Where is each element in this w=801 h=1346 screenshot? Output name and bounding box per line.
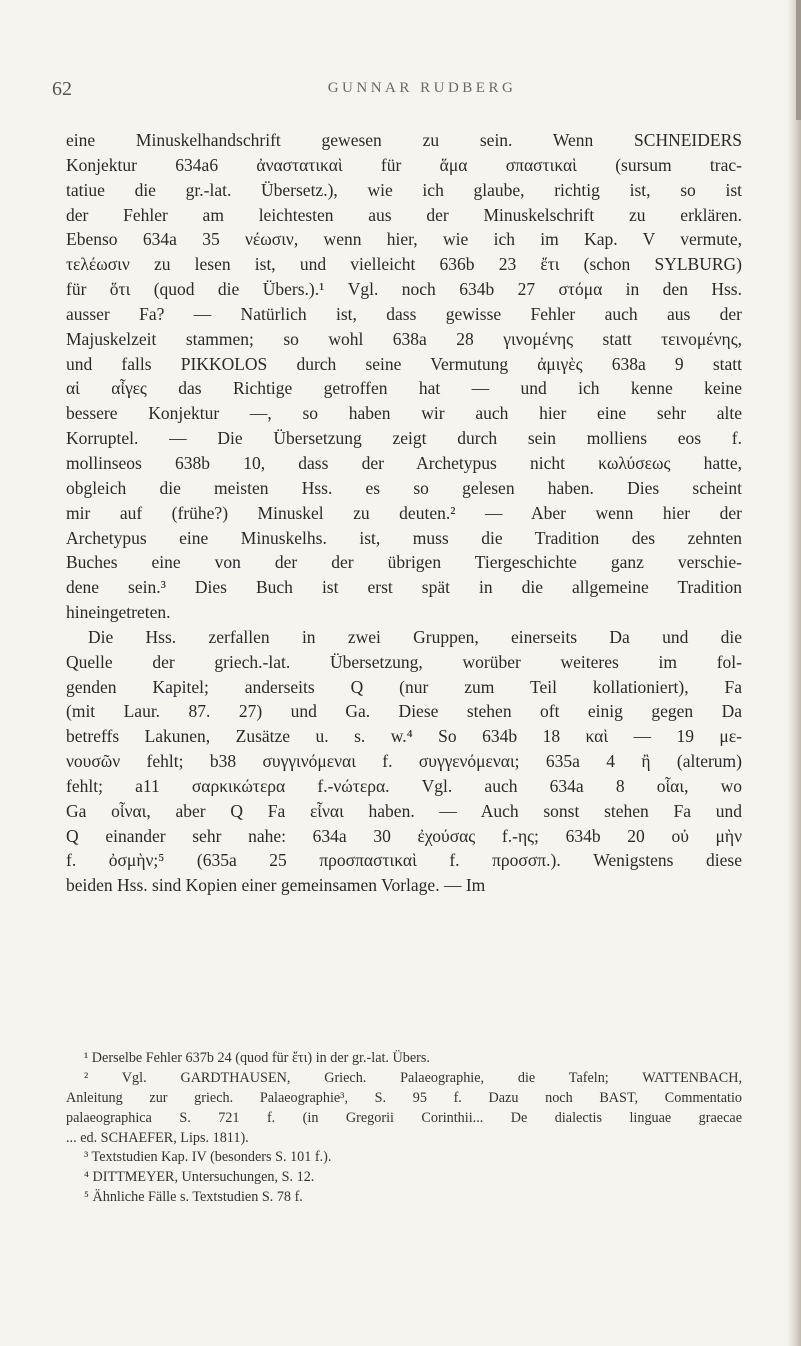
- text-line: fehlt; a11 σαρκικώτερα f.-νώτερα. Vgl. auch 634a 8 οἷαι, wo: [66, 775, 742, 796]
- footnote-line: palaeographica S. 721 f. (in Gregorii Corinthii... De dialectis linguae graecae: [66, 1109, 742, 1126]
- text-line: Archetypus eine Minuskelhs. ist, muss die Tradition des zehnten: [66, 527, 742, 548]
- text-line: Konjektur 634a6 ἀναστατικαὶ für ἅμα σπαστικαὶ (sursum trac-: [66, 154, 742, 175]
- page-edge-shadow: [787, 0, 801, 1346]
- text-line: tatiue die gr.-lat. Übersetz.), wie ich glaube, richtig ist, so ist: [66, 179, 742, 200]
- body-text: [66, 128, 742, 898]
- text-line: eine Minuskelhandschrift gewesen zu sein. Wenn SCHNEIDERS: [66, 130, 742, 150]
- text-line: τελέωσιν zu lesen ist, und vielleicht 636b 23 ἔτι (schon SYLBURG): [66, 254, 742, 275]
- text-line: genden Kapitel; anderseits Q (nur zum Teil kollationiert), Fa: [66, 676, 742, 697]
- text-line: ausser Fa? — Natürlich ist, dass gewisse Fehler auch aus der: [66, 303, 742, 324]
- text-line: Quelle der griech.-lat. Übersetzung, worüber weiteres im fol-: [66, 651, 742, 672]
- text-line: für ὅτι (quod die Übers.).¹ Vgl. noch 634b 27 στόμα in den Hss.: [66, 279, 742, 300]
- text-line: mir auf (frühe?) Minuskel zu deuten.² — Aber wenn hier der: [66, 502, 742, 523]
- text-line: Q einander sehr nahe: 634a 30 ἐχούσας f.-ης; 634b 20 οὐ μὴν: [66, 825, 742, 846]
- text-line: νουσῶν fehlt; b38 συγγινόμεναι f. συγγενόμεναι; 635a 4 ἢ (alterum): [66, 751, 742, 772]
- text-line: (mit Laur. 87. 27) und Ga. Diese stehen oft einig gegen Da: [66, 701, 742, 722]
- running-title: GUNNAR RUDBERG: [327, 80, 517, 96]
- text-line: hineingetreten.: [66, 602, 171, 623]
- footnotes: [66, 1049, 742, 1208]
- text-line: betreffs Lakunen, Zusätze u. s. w.⁴ So 634b 18 καὶ — 19 με-: [66, 726, 742, 747]
- page-header: [52, 78, 792, 104]
- footnote-line: ² Vgl. GARDTHAUSEN, Griech. Palaeographie, die Tafeln; WATTENBACH,: [84, 1069, 742, 1086]
- text-line: mollinseos 638b 10, dass der Archetypus nicht κωλύσεως hatte,: [66, 452, 742, 473]
- page-number: 62: [52, 78, 72, 100]
- text-line: Majuskelzeit stammen; so wohl 638a 28 γινομένης statt τεινομένης,: [66, 328, 742, 349]
- text-line: bessere Konjektur —, so haben wir auch hier eine sehr alte: [66, 403, 742, 424]
- footnote-line: ³ Textstudien Kap. IV (besonders S. 101 f.).: [84, 1149, 332, 1166]
- footnote-line: ⁵ Ähnliche Fälle s. Textstudien S. 78 f.: [84, 1189, 303, 1206]
- text-line: Die Hss. zerfallen in zwei Gruppen, einerseits Da und die: [88, 626, 742, 647]
- footnote-line: ... ed. SCHAEFER, Lips. 1811).: [66, 1129, 249, 1146]
- text-line: Ebenso 634a 35 νέωσιν, wenn hier, wie ich im Kap. V vermute,: [66, 229, 742, 250]
- text-line: f. ὀσμὴν;⁵ (635a 25 προσπαστικαὶ f. προσσπ.). Wenigstens diese: [66, 850, 742, 871]
- text-line: dene sein.³ Dies Buch ist erst spät in die allgemeine Tradition: [66, 577, 742, 598]
- text-line: Buches eine von der der übrigen Tiergeschichte ganz verschie-: [66, 552, 742, 573]
- footnote-line: Anleitung zur griech. Palaeographie³, S. 95 f. Dazu noch BAST, Commentatio: [66, 1089, 742, 1106]
- text-line: Ga οἷναι, aber Q Fa εἶναι haben. — Auch sonst stehen Fa und: [66, 800, 742, 821]
- text-line: der Fehler am leichtesten aus der Minuskelschrift zu erklären.: [66, 204, 742, 225]
- text-line: beiden Hss. sind Kopien einer gemeinsamen Vorlage. — Im: [66, 875, 486, 896]
- page-edge-mark: [796, 0, 801, 120]
- footnote-line: ¹ Derselbe Fehler 637b 24 (quod für ἔτι) in der gr.-lat. Übers.: [84, 1050, 430, 1066]
- text-line: αἱ αἶγες das Richtige getroffen hat — und ich kenne keine: [66, 378, 742, 399]
- text-line: Korruptel. — Die Übersetzung zeigt durch sein molliens eos f.: [66, 428, 742, 449]
- text-line: und falls PIKKOLOS durch seine Vermutung ἀμιγὲς 638a 9 statt: [66, 353, 742, 374]
- text-line: obgleich die meisten Hss. es so gelesen haben. Dies scheint: [66, 477, 742, 498]
- footnote-line: ⁴ DITTMEYER, Untersuchungen, S. 12.: [84, 1169, 315, 1186]
